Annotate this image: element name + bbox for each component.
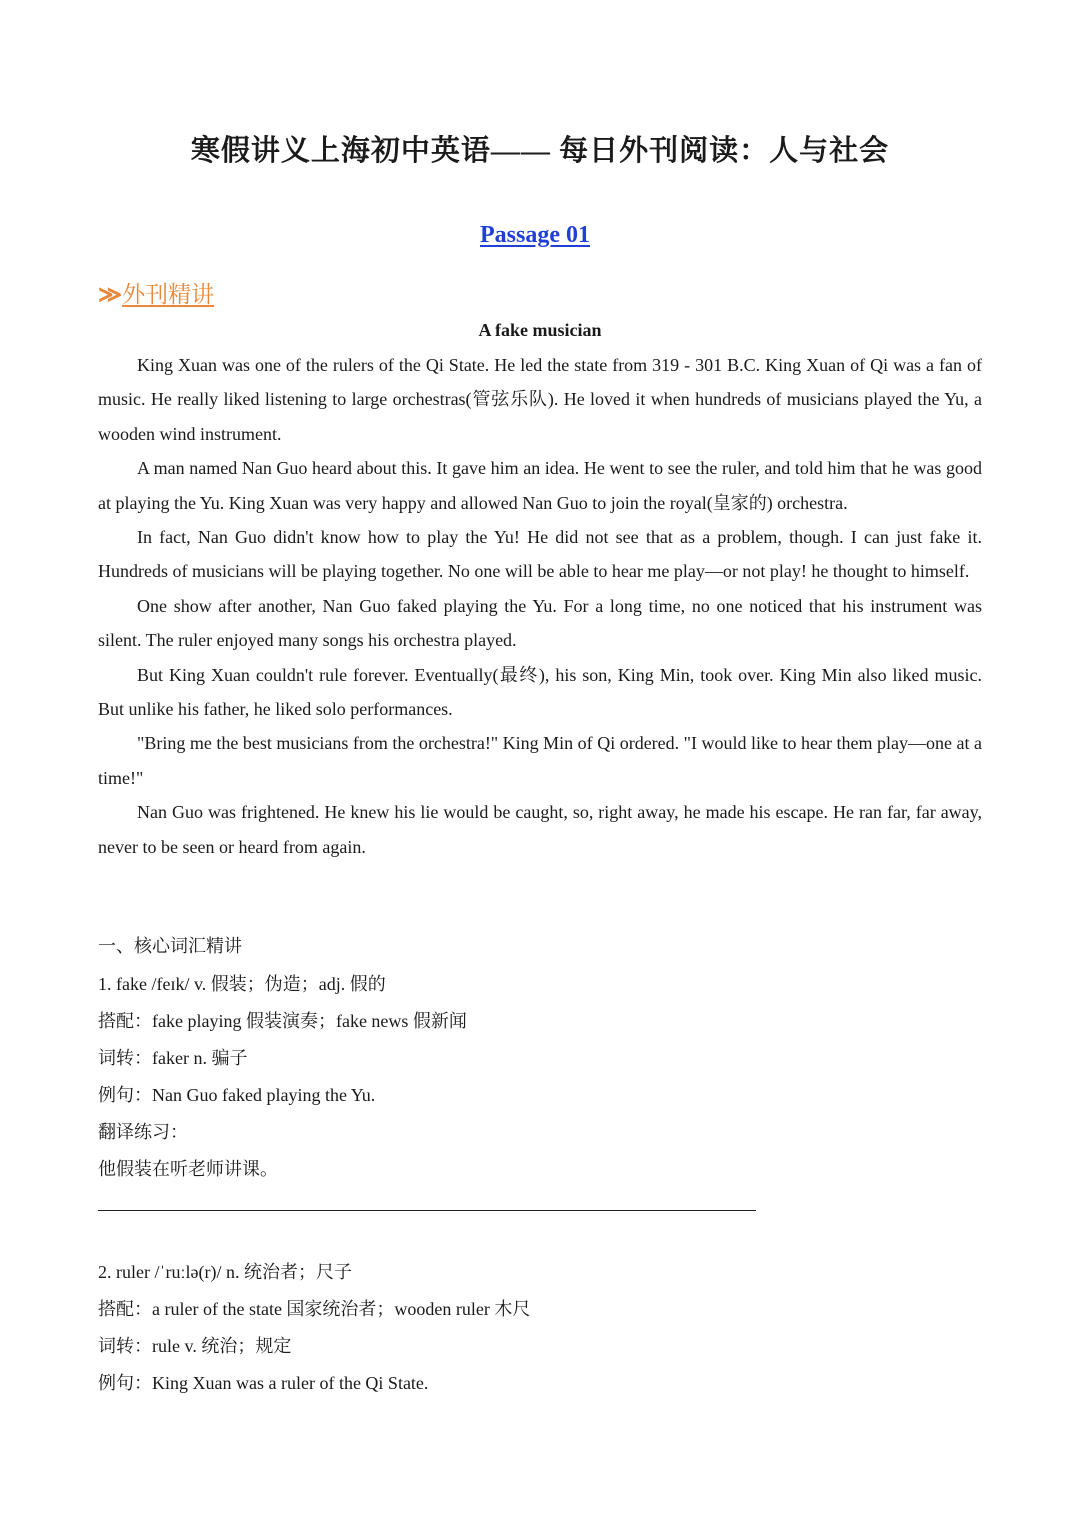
article-paragraph: But King Xuan couldn't rule forever. Eventually(最终), his son, King Min, took over. King Min also liked music. But unlike his father, he liked solo performances. [98, 664, 982, 720]
article-body [98, 348, 982, 864]
article-paragraph: King Xuan was one of the rulers of the Qi State. He led the state from 319 - 301 B.C. King Xuan of Qi was a fan of music. He really liked listening to large orchestras(管弦乐队). He loved it when hundreds of musicians played the Yu, a wooden wind instrument. [98, 355, 982, 444]
exercise-label: 翻译练习： [98, 1122, 188, 1142]
double-chevron-icon: ≫ [98, 282, 119, 307]
section-heading-text: 外刊精讲 [122, 282, 215, 307]
vocab-example: 例句：King Xuan was a ruler of the Qi State. [98, 1373, 429, 1393]
article-paragraph: One show after another, Nan Guo faked playing the Yu. For a long time, no one noticed that his instrument was silent. The ruler enjoyed many songs his orchestra played. [98, 595, 982, 651]
exercise-prompt: 他假装在听老师讲课。 [98, 1159, 278, 1179]
vocab-derivation: 词转：faker n. 骗子 [98, 1048, 248, 1068]
document-title: 寒假讲义上海初中英语—— 每日外刊阅读：人与社会 [190, 135, 890, 167]
vocabulary-heading: 一、核心词汇精讲 [98, 936, 242, 956]
article-paragraph: In fact, Nan Guo didn't know how to play the Yu! He did not see that as a problem, though. I can just fake it. Hundreds of musicians will be playing together. No one will be able to hear me play—or not play! he thought to himself. [98, 527, 982, 582]
vocab-collocation: 搭配：a ruler of the state 国家统治者；wooden ruler 木尺 [98, 1299, 531, 1319]
vocab-headword: 1. fake /feɪk/ v. 假装；伪造；adj. 假的 [98, 974, 386, 994]
article-paragraph: "Bring me the best musicians from the orchestra!" King Min of Qi ordered. "I would like to hear them play—one at a time!" [98, 733, 982, 788]
vocab-collocation: 搭配：fake playing 假装演奏；fake news 假新闻 [98, 1011, 467, 1031]
passage-label[interactable] [0, 222, 1080, 249]
article-title: A fake musician [478, 320, 602, 340]
article-paragraph: Nan Guo was frightened. He knew his lie would be caught, so, right away, he made his escape. He ran far, far away, never to be seen or heard from again. [98, 802, 982, 857]
section-heading [98, 276, 214, 309]
vocab-example: 例句：Nan Guo faked playing the Yu. [98, 1085, 376, 1105]
answer-line[interactable] [98, 1210, 756, 1211]
passage-label-text[interactable]: Passage 01 [480, 222, 590, 248]
article-paragraph: A man named Nan Guo heard about this. It gave him an idea. He went to see the ruler, and told him that he was good at playing the Yu. King Xuan was very happy and allowed Nan Guo to join the royal(皇家的) orchestra. [98, 458, 982, 513]
vocab-derivation: 词转：rule v. 统治；规定 [98, 1336, 292, 1356]
vocab-headword: 2. ruler /ˈruːlə(r)/ n. 统治者；尺子 [98, 1262, 352, 1282]
